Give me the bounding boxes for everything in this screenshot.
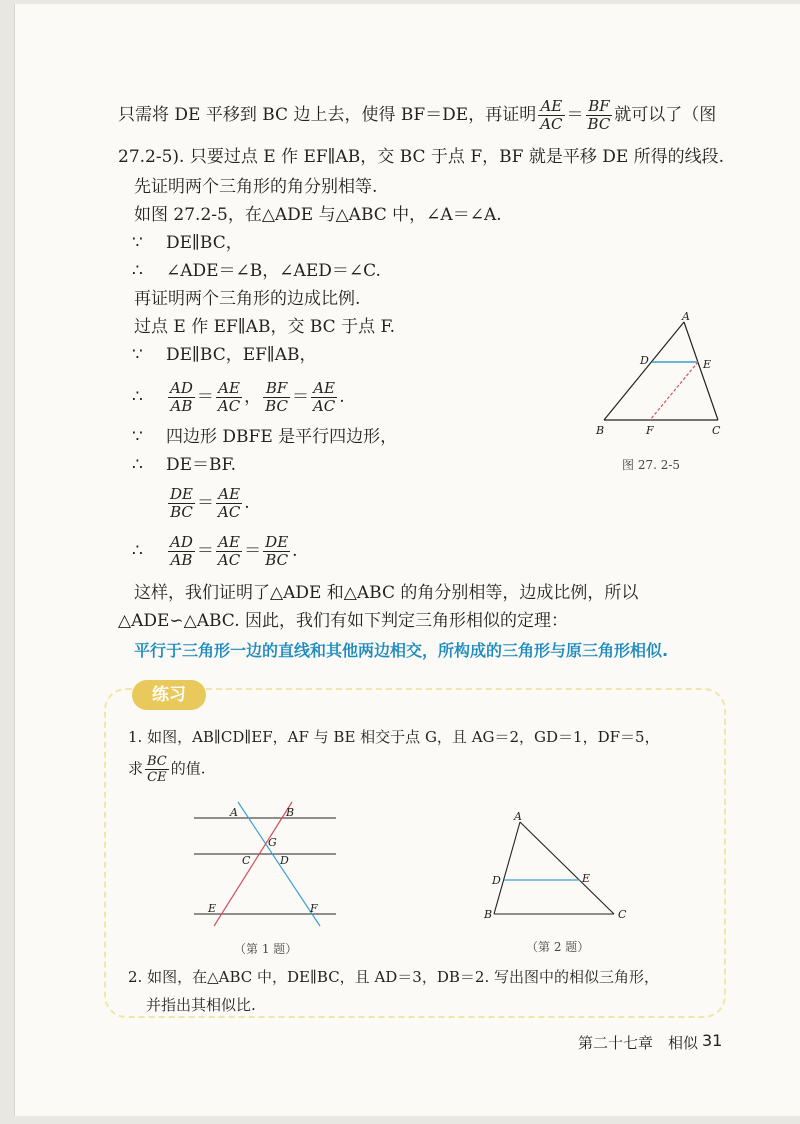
because-line-1: ∵ DE∥BC， bbox=[132, 233, 243, 253]
segment-ef-dashed bbox=[650, 362, 698, 420]
because-line-2: ∵ DE∥BC，EF∥AB， bbox=[132, 345, 317, 365]
because-symbol: ∵ bbox=[132, 233, 143, 253]
therefore-line-1: ∴ ∠ADE＝∠B，∠AED＝∠C. bbox=[132, 261, 381, 281]
figure-caption: 图 27. 2-5 bbox=[622, 458, 681, 472]
exercise-q1-line-2: 求 $\frac{BC}{CE}$ 的值. bbox=[128, 754, 206, 785]
figure-27-2-5 bbox=[590, 310, 740, 445]
label-a: A bbox=[682, 310, 690, 323]
side-ac bbox=[684, 322, 718, 420]
chapter-title: 第二十七章 相似 bbox=[578, 1034, 699, 1052]
therefore-line-2: ∴ $\frac{AD}{AB}$ ＝ $\frac{AE}{AC}$ ， $\frac{BF}{BC}$ ＝ $\frac{AE}{AC}$ . bbox=[132, 379, 345, 415]
fraction-ae-ac: $\frac{AE}{AC}$ bbox=[540, 97, 563, 133]
fraction: $\frac{AE}{AC}$ bbox=[312, 379, 336, 415]
text-line-1: 只需将 DE 平移到 BC 边上去，使得 BF＝DE，再证明 $\frac{AE}{AC}$ ＝ $\frac{BF}{BC}$ 就可以了（图 bbox=[118, 97, 717, 133]
label-g: G bbox=[268, 836, 277, 849]
therefore-symbol: ∴ bbox=[132, 387, 143, 407]
exercise-q2-line-2: 并指出其相似比. bbox=[146, 996, 256, 1014]
exercise-tab: 练习 bbox=[132, 680, 206, 710]
label-c: C bbox=[712, 424, 721, 437]
label-b: B bbox=[596, 424, 605, 437]
label-a: A bbox=[514, 812, 522, 823]
fraction: $\frac{AE}{AC}$ bbox=[217, 533, 241, 569]
exercise-figure-1-caption: （第 1 题） bbox=[234, 942, 298, 956]
label-a: A bbox=[230, 806, 238, 819]
fraction: $\frac{DE}{BC}$ bbox=[170, 485, 193, 521]
because-symbol: ∵ bbox=[132, 345, 143, 365]
text-line-16: △ADE∽△ABC. 因此，我们有如下判定三角形相似的定理： bbox=[118, 611, 569, 631]
label-f: F bbox=[310, 902, 318, 915]
label-b: B bbox=[484, 908, 493, 921]
text-line-3: 先证明两个三角形的角分别相等. bbox=[134, 177, 378, 197]
therefore-symbol: ∴ bbox=[132, 261, 143, 281]
text-line-4: 如图 27.2-5，在△ADE 与△ABC 中，∠A＝∠A. bbox=[134, 205, 502, 225]
therefore-symbol: ∴ bbox=[132, 455, 143, 475]
label-e: E bbox=[703, 358, 712, 371]
fraction: $\frac{AD}{AB}$ bbox=[170, 379, 193, 415]
label-b: B bbox=[286, 806, 295, 819]
label-d: D bbox=[640, 354, 649, 367]
text-segment: 只需将 DE 平移到 BC 边上去，使得 BF＝DE，再证明 bbox=[118, 105, 537, 125]
exercise-figure-2-caption: （第 2 题） bbox=[526, 940, 590, 954]
theorem-statement: 平行于三角形一边的直线和其他两边相交，所构成的三角形与原三角形相似. bbox=[134, 641, 669, 660]
because-line-3: ∵ 四边形 DBFE 是平行四边形， bbox=[132, 427, 398, 447]
fraction: $\frac{AE}{AC}$ bbox=[217, 485, 241, 521]
side-ac bbox=[520, 822, 614, 914]
label-f: F bbox=[646, 424, 654, 437]
because-symbol: ∵ bbox=[132, 427, 143, 447]
therefore-symbol: ∴ bbox=[132, 541, 143, 561]
therefore-line-4: ∴ $\frac{AD}{AB}$ ＝ $\frac{AE}{AC}$ ＝ $\frac{DE}{BC}$ . bbox=[132, 533, 298, 569]
fraction-line-13: $\frac{DE}{BC}$ ＝ $\frac{AE}{AC}$ . bbox=[170, 485, 250, 521]
label-d: D bbox=[492, 874, 501, 887]
label-e: E bbox=[208, 902, 217, 915]
fraction-bc-ce: $\frac{BC}{CE}$ bbox=[147, 754, 167, 785]
text-line-8: 过点 E 作 EF∥AB，交 BC 于点 F. bbox=[134, 317, 396, 337]
text-line-2: 27.2-5). 只要过点 E 作 EF∥AB，交 BC 于点 F，BF 就是平移 DE 所得的线段. bbox=[118, 147, 725, 167]
label-d: D bbox=[280, 854, 289, 867]
exercise-q2-line-1: 2. 如图，在△ABC 中，DE∥BC，且 AD＝3，DB＝2. 写出图中的相似三角形， bbox=[128, 968, 659, 986]
exercise-q1-line-1: 1. 如图，AB∥CD∥EF，AF 与 BE 相交于点 G，且 AG＝2，GD＝1，DF＝5， bbox=[128, 728, 660, 746]
text-segment: 就可以了（图 bbox=[614, 105, 717, 125]
text-line-15: 这样，我们证明了△ADE 和△ABC 的角分别相等，边成比例，所以 bbox=[134, 583, 639, 603]
label-c: C bbox=[242, 854, 251, 867]
fraction: $\frac{AD}{AB}$ bbox=[170, 533, 193, 569]
label-e: E bbox=[582, 872, 591, 885]
therefore-line-3: ∴ DE＝BF. bbox=[132, 455, 237, 475]
fraction-bf-bc: $\frac{BF}{BC}$ bbox=[587, 97, 611, 133]
page-number: 31 bbox=[702, 1031, 723, 1050]
side-ab bbox=[494, 822, 520, 914]
fraction: $\frac{BF}{BC}$ bbox=[265, 379, 288, 415]
exercise-figure-2 bbox=[478, 812, 638, 922]
fraction: $\frac{AE}{AC}$ bbox=[217, 379, 241, 415]
exercise-figure-1 bbox=[190, 800, 340, 930]
side-ab bbox=[604, 322, 684, 420]
text-line-7: 再证明两个三角形的边成比例. bbox=[134, 289, 361, 309]
fraction: $\frac{DE}{BC}$ bbox=[265, 533, 289, 569]
label-c: C bbox=[618, 908, 627, 921]
